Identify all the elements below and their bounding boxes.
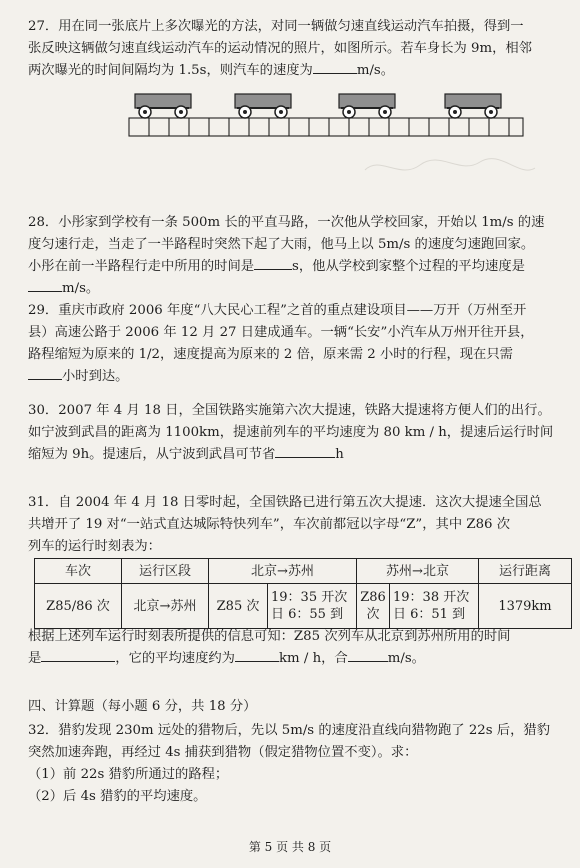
header-train: 车次 xyxy=(35,559,122,584)
q30-line1: 30．2007 年 4 月 18 日，全国铁路实施第六次大提速，铁路大提速将方便人们的出行。 xyxy=(28,403,551,418)
question-27 xyxy=(28,16,562,82)
z85-departure: 19：35 开次 xyxy=(271,590,348,605)
q31-after2 xyxy=(28,648,562,670)
timetable-row xyxy=(35,584,572,629)
q28-line1: 28．小彤家到学校有一条 500m 长的平直马路，一次他从学校回家，开始以 1m/s 的速 xyxy=(28,215,545,230)
q31-after1: 根据上述列车运行时刻表所提供的信息可知：Z85 次列车从北京到苏州所用的时间 xyxy=(28,629,511,644)
road-track xyxy=(129,118,523,136)
q29-line1: 29．重庆市政府 2006 年度“八大民心工程”之首的重点建设项目——万开（万州至开 xyxy=(28,303,527,318)
header-distance: 运行距离 xyxy=(479,559,572,584)
q29-line3: 路程缩短为原来的 1/2，速度提高为原来的 2 倍，原来需 2 小时的行程，现在只需 xyxy=(28,347,513,362)
q27-line3-text: 两次曝光的时间间隔均为 1.5s，则汽车的速度为 xyxy=(28,63,313,78)
truck-2 xyxy=(235,94,291,118)
section-4-title: 四、计算题（每小题 6 分，共 18 分） xyxy=(28,699,257,714)
q28-line4 xyxy=(28,278,562,300)
q32-line4: （2）后 4s 猎豹的平均速度。 xyxy=(28,789,207,804)
question-31 xyxy=(28,492,562,558)
q31-time-blank[interactable] xyxy=(41,661,115,662)
q27-line1: 27．用在同一张底片上多次曝光的方法，对同一辆做匀速直线运动汽车拍摄，得到一 xyxy=(28,19,524,34)
q28-line3-rest: s，他从学校到家整个过程的平均速度是 xyxy=(292,259,525,274)
q28-line3-text: 小彤在前一半路程行走中所用的时间是 xyxy=(28,259,255,274)
bleed-through-marks xyxy=(360,150,540,193)
q31-kmh-blank[interactable] xyxy=(235,661,279,662)
q31-after2-lead: 是 xyxy=(28,651,42,666)
z85-arrival: 日 6：55 到 xyxy=(271,607,344,622)
question-30 xyxy=(28,400,562,466)
bleed-through-scribble xyxy=(360,150,540,190)
cell-train: Z85/86 次 xyxy=(35,584,122,629)
q30-line3-unit: h xyxy=(335,447,344,462)
q31-line2: 共增开了 19 对“一站式直达城际特快列车”，车次前都冠以字母“Z”，其中 Z86 次 xyxy=(28,517,511,532)
q32-line1: 32．猎豹发现 230m 远处的猎物后，先以 5m/s 的速度沿直线向猎物跑了 22s 后，猎豹 xyxy=(28,723,550,738)
q29-line4 xyxy=(28,366,562,388)
header-section: 运行区段 xyxy=(122,559,209,584)
q31-after2-unit: m/s。 xyxy=(387,651,425,666)
q27-line3-unit: m/s。 xyxy=(356,63,395,78)
cell-z85: Z85 次 xyxy=(209,584,268,629)
q30-line3 xyxy=(28,444,562,466)
q28-line2: 度匀速行走，当走了一半路程时突然下起了大雨，他马上以 5m/s 的速度匀速跑回家。 xyxy=(28,237,535,252)
cell-distance: 1379km xyxy=(479,584,572,629)
question-32 xyxy=(28,720,562,808)
train-timetable xyxy=(34,558,572,629)
z86-suffix: 次 xyxy=(366,607,380,622)
q30-line3-text: 缩短为 9h。提速后，从宁波到武昌可节省 xyxy=(28,447,276,462)
q31-ms-blank[interactable] xyxy=(348,661,388,662)
header-suzhou-beijing: 苏州→北京 xyxy=(357,559,479,584)
q29-line4-text: 小时到达。 xyxy=(62,369,129,384)
q28-line4-unit: m/s。 xyxy=(62,281,100,296)
q28-line3 xyxy=(28,256,562,278)
section-4-heading xyxy=(28,696,562,718)
q31-line1: 31．自 2004 年 4 月 18 日零时起，全国铁路已进行第五次大提速．这次大提速全国总 xyxy=(28,495,542,510)
q30-answer-blank[interactable] xyxy=(275,457,335,458)
q28-speed-blank[interactable] xyxy=(28,291,62,292)
cell-z86-times xyxy=(390,584,479,629)
header-beijing-suzhou: 北京→苏州 xyxy=(209,559,357,584)
q30-line2: 如宁波到武昌的距离为 1100km，提速前列车的平均速度为 80 km / h，提速后运行时间 xyxy=(28,425,554,440)
truck-1 xyxy=(135,94,191,118)
cell-z85-times xyxy=(268,584,357,629)
q28-time-blank[interactable] xyxy=(254,269,292,270)
question-29 xyxy=(28,300,562,388)
q27-line3 xyxy=(28,60,562,82)
q31-after2-mid2: km / h，合 xyxy=(278,651,348,666)
z86-arrival: 日 6：51 到 xyxy=(393,607,466,622)
q27-answer-blank[interactable] xyxy=(313,73,357,74)
cell-section: 北京→苏州 xyxy=(122,584,209,629)
z86-departure: 19：38 开次 xyxy=(393,590,470,605)
truck-4 xyxy=(445,94,501,118)
q32-line3: （1）前 22s 猎豹所通过的路程； xyxy=(28,767,229,782)
q31-after2-mid: ，它的平均速度约为 xyxy=(115,651,235,666)
cell-z86 xyxy=(357,584,390,629)
q27-line2: 张反映这辆做匀速直线运动汽车的运动情况的照片，如图所示。若车身长为 9m，相邻 xyxy=(28,41,532,56)
q32-line2: 突然加速奔跑，再经过 4s 捕获到猎物（假定猎物位置不变）。求： xyxy=(28,745,418,760)
timetable-header-row xyxy=(35,559,572,584)
z86-label: Z86 xyxy=(360,590,386,605)
q29-answer-blank[interactable] xyxy=(28,379,62,380)
truck-3 xyxy=(339,94,395,118)
q29-line2: 县）高速公路于 2006 年 12 月 27 日建成通车。一辆“长安”小汽车从万州开往开县， xyxy=(28,325,534,340)
truck-exposure-figure xyxy=(127,90,527,142)
page-footer: 第 5 页 共 8 页 xyxy=(248,840,332,854)
question-28 xyxy=(28,212,562,300)
q31-line3: 列车的运行时刻表为： xyxy=(28,539,161,554)
question-31-followup xyxy=(28,626,562,670)
